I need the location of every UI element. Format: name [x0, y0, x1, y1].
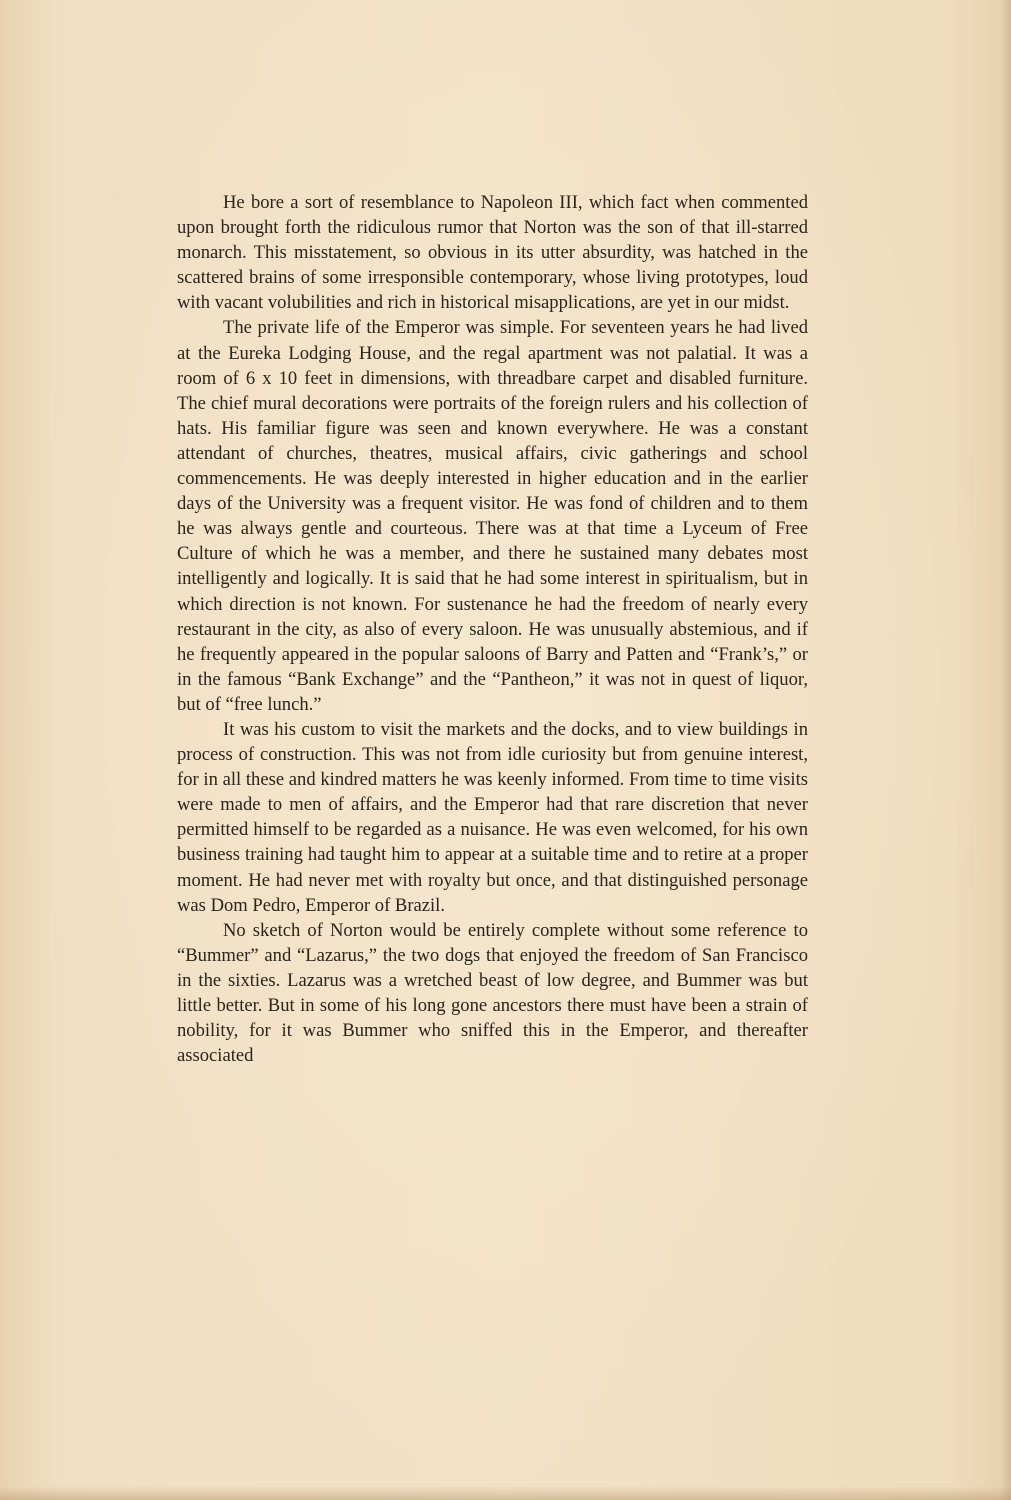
- page-edge-shadow-bottom: [0, 1486, 1011, 1500]
- paragraph-private-life: The private life of the Emperor was simple. For seventeen years he had lived at the Eureka Lodging House, and the regal apartment was not palatial. It was a room of 6 x 10 feet in dimensions, with threadbare carpet and disabled furniture. The chief mural decorations were portraits of the foreign rulers and his collection of hats. His familiar figure was seen and known everywhere. He was a constant attendant of churches, theatres, musical affairs, civic gatherings and school commencements. He was deeply interested in higher education and in the earlier days of the University was a frequent visitor. He was fond of children and to them he was always gentle and courteous. There was at that time a Lyceum of Free Culture of which he was a member, and there he sustained many debates most intelligently and logically. It is said that he had some interest in spiritualism, but in which direction is not known. For sustenance he had the freedom of nearly every restaurant in the city, as also of every saloon. He was unusually abstemious, and if he frequently appeared in the popular saloons of Barry and Patten and “Frank’s,” or in the famous “Bank Exchange” and the “Pantheon,” it was not in quest of liquor, but of “free lunch.”: [177, 317, 808, 715]
- paragraph-napoleon-resemblance: He bore a sort of resemblance to Napoleon III, which fact when commented upon brought forth the ridiculous rumor that Norton was the son of that ill-starred monarch. This misstatement, so obvious in its utter absurdity, was hatched in the scattered brains of some irresponsible contemporary, whose living prototypes, loud with vacant volubilities and rich in historical misapplications, are yet in our midst.: [177, 192, 808, 314]
- paragraph-markets-and-docks: It was his custom to visit the markets and the docks, and to view buildings in process of construction. This was not from idle curiosity but from genuine interest, for in all these and kindred matters he was keenly informed. From time to time visits were made to men of affairs, and the Emperor had that rare discretion that never permitted himself to be regarded as a nuisance. He was even welcomed, for his own business training had taught him to appear at a suitable time and to retire at a proper moment. He had never met with royalty but once, and that distinguished personage was Dom Pedro, Emperor of Brazil.: [177, 718, 808, 916]
- page-edge-shadow-right: [1001, 0, 1011, 1500]
- paragraph-bummer-and-lazarus: No sketch of Norton would be entirely complete without some reference to “Bummer” and “Lazarus,” the two dogs that enjoyed the freedom of San Francisco in the sixties. Lazarus was a wretched beast of low degree, and Bummer was but little better. But in some of his long gone ancestors there must have been a strain of nobility, for it was Bummer who sniffed this in the Emperor, and thereafter associated: [177, 919, 808, 1067]
- body-text: [177, 190, 808, 1068]
